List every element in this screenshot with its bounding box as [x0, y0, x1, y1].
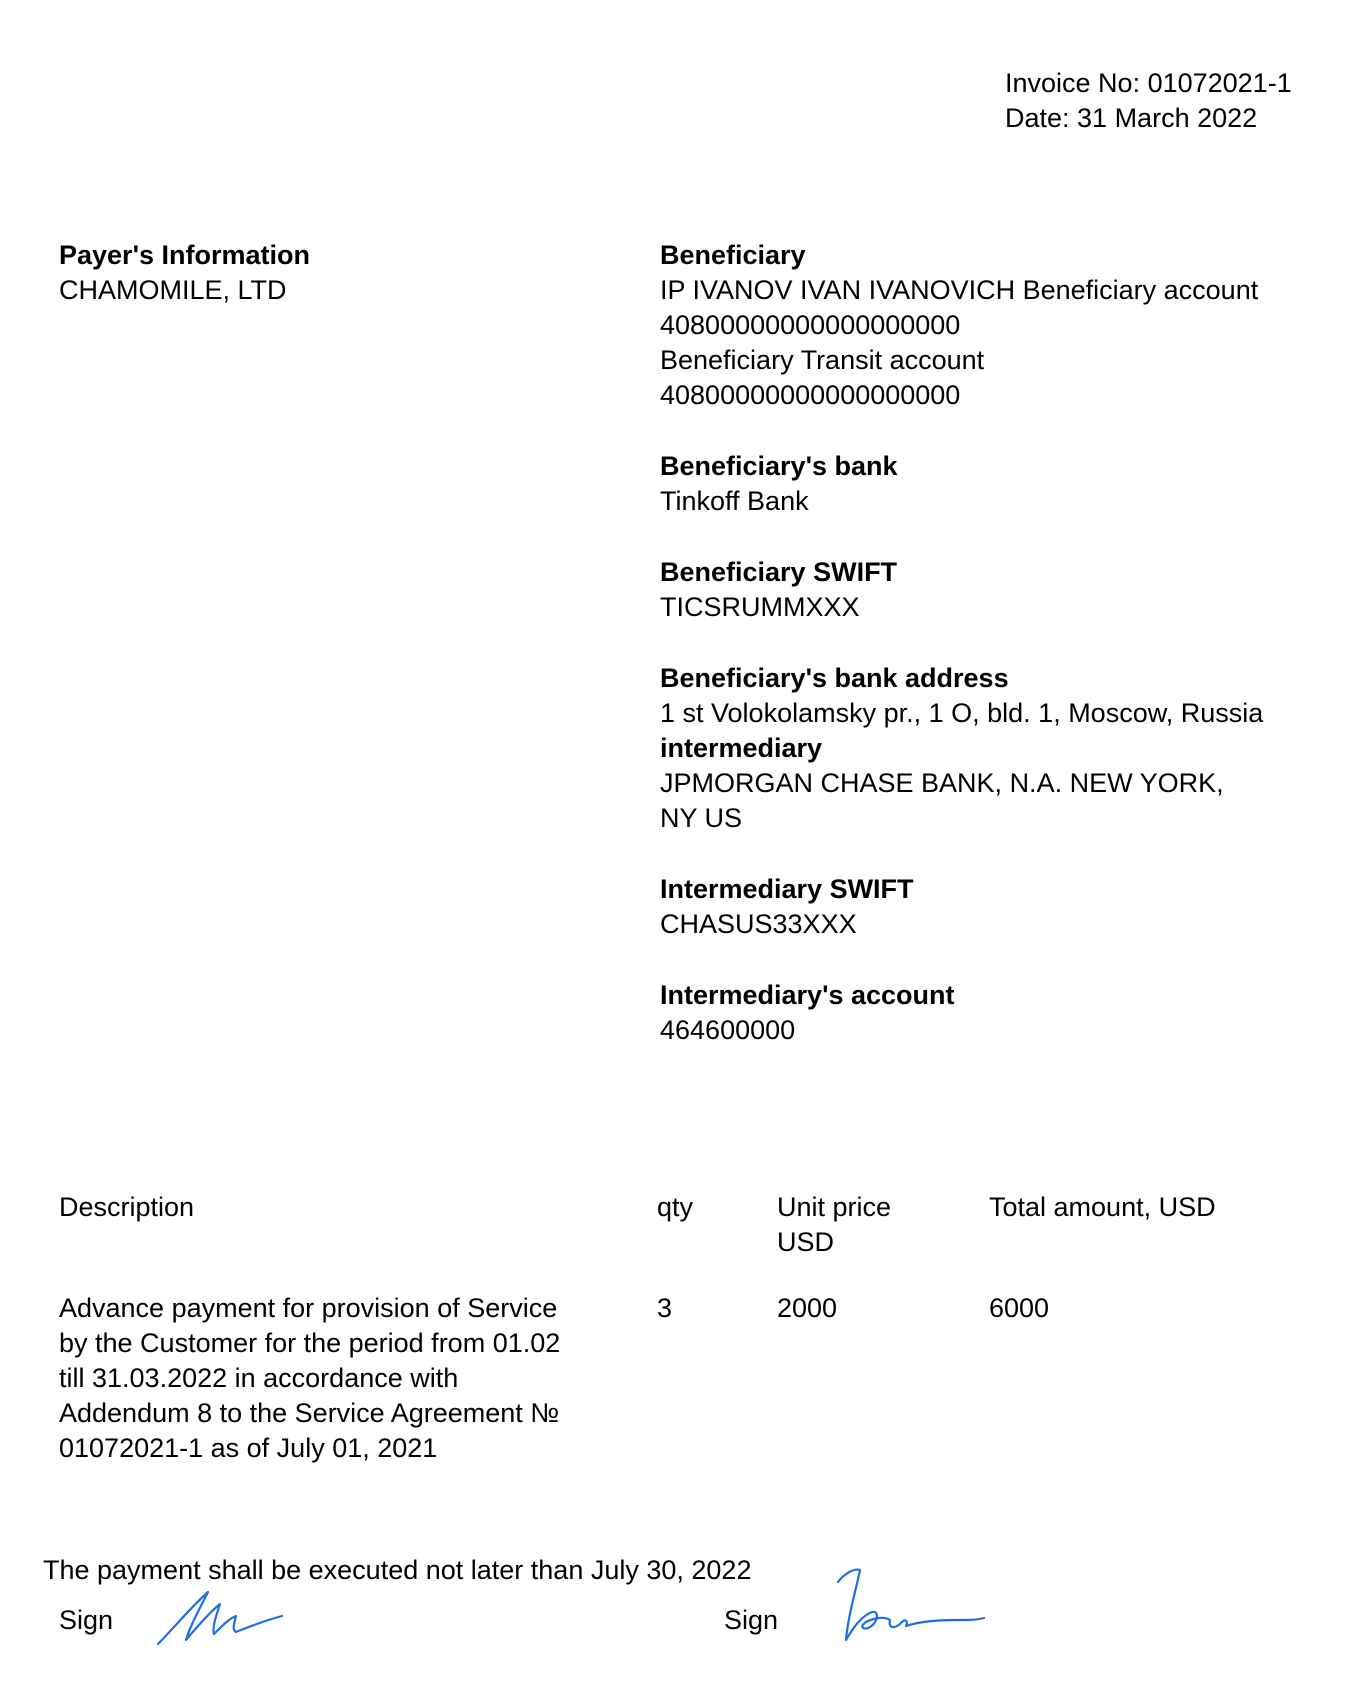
beneficiary-bank-title: Beneficiary's bank	[660, 451, 898, 481]
invoice-header	[1005, 66, 1292, 136]
intermediary-account-group	[660, 978, 1340, 1048]
invoice-date: Date: 31 March 2022	[1005, 103, 1258, 133]
qty-value: 3	[657, 1293, 673, 1323]
intermediary-swift: CHASUS33XXX	[660, 909, 857, 939]
sign-right-text: Sign	[724, 1605, 779, 1635]
description-line: Addendum 8 to the Service Agreement №	[59, 1398, 560, 1428]
invoice-number: Invoice No: 01072021-1	[1005, 68, 1292, 98]
beneficiary-account: 40800000000000000000	[660, 310, 961, 340]
beneficiary-swift: TICSRUMMXXX	[660, 592, 860, 622]
description-line: till 31.03.2022 in accordance with	[59, 1363, 459, 1393]
table-row-unit-price	[777, 1291, 837, 1326]
beneficiary-transit-label: Beneficiary Transit account	[660, 345, 985, 375]
beneficiary-bank-address: 1 st Volokolamsky pr., 1 O, bld. 1, Moscow, Russia	[660, 698, 1264, 728]
intermediary-name-line2: NY US	[660, 803, 743, 833]
table-row-total	[989, 1291, 1049, 1326]
payment-note-text: The payment shall be executed not later than July 30, 2022	[43, 1555, 752, 1585]
payer-title: Payer's Information	[59, 240, 310, 270]
intermediary-swift-title: Intermediary SWIFT	[660, 874, 914, 904]
intermediary-account-title: Intermediary's account	[660, 980, 955, 1010]
table-row-qty	[657, 1291, 672, 1326]
sign-left-text: Sign	[59, 1605, 114, 1635]
total-value: 6000	[989, 1293, 1050, 1323]
beneficiary-bank-name: Tinkoff Bank	[660, 486, 809, 516]
signature-right-icon	[832, 1560, 992, 1650]
sign-right-label	[724, 1603, 778, 1638]
signature-left-icon	[150, 1582, 290, 1652]
table-header-description	[59, 1190, 194, 1225]
header-total-label: Total amount, USD	[989, 1192, 1216, 1222]
unit-price-value: 2000	[777, 1293, 838, 1323]
beneficiary-swift-group	[660, 555, 1340, 625]
table-header-total	[989, 1190, 1216, 1225]
header-qty-label: qty	[657, 1192, 694, 1222]
description-line: by the Customer for the period from 01.02	[59, 1328, 561, 1358]
beneficiary-name: IP IVANOV IVAN IVANOVICH Beneficiary account	[660, 275, 1259, 305]
table-header-qty	[657, 1190, 693, 1225]
intermediary-swift-group	[660, 872, 1340, 942]
beneficiary-bank-address-group	[660, 661, 1340, 836]
intermediary-name-line1: JPMORGAN CHASE BANK, N.A. NEW YORK,	[660, 768, 1224, 798]
table-row-description	[59, 1291, 560, 1466]
beneficiary-swift-title: Beneficiary SWIFT	[660, 557, 898, 587]
description-line: 01072021-1 as of July 01, 2021	[59, 1433, 438, 1463]
header-unit-price-line1: Unit price	[777, 1192, 892, 1222]
header-unit-price-line2: USD	[777, 1227, 835, 1257]
beneficiary-column	[660, 238, 1340, 1048]
beneficiary-bank-group	[660, 449, 1340, 519]
beneficiary-transit-account: 40800000000000000000	[660, 380, 961, 410]
table-header-unit-price	[777, 1190, 891, 1260]
sign-left-label	[59, 1603, 113, 1638]
intermediary-account: 464600000	[660, 1015, 796, 1045]
beneficiary-title: Beneficiary	[660, 240, 806, 270]
intermediary-title: intermediary	[660, 733, 823, 763]
payer-name: CHAMOMILE, LTD	[59, 275, 287, 305]
payer-block	[59, 238, 310, 308]
beneficiary-bank-address-title: Beneficiary's bank address	[660, 663, 1009, 693]
beneficiary-group	[660, 238, 1340, 413]
description-line: Advance payment for provision of Service	[59, 1293, 558, 1323]
header-description-label: Description	[59, 1192, 195, 1222]
